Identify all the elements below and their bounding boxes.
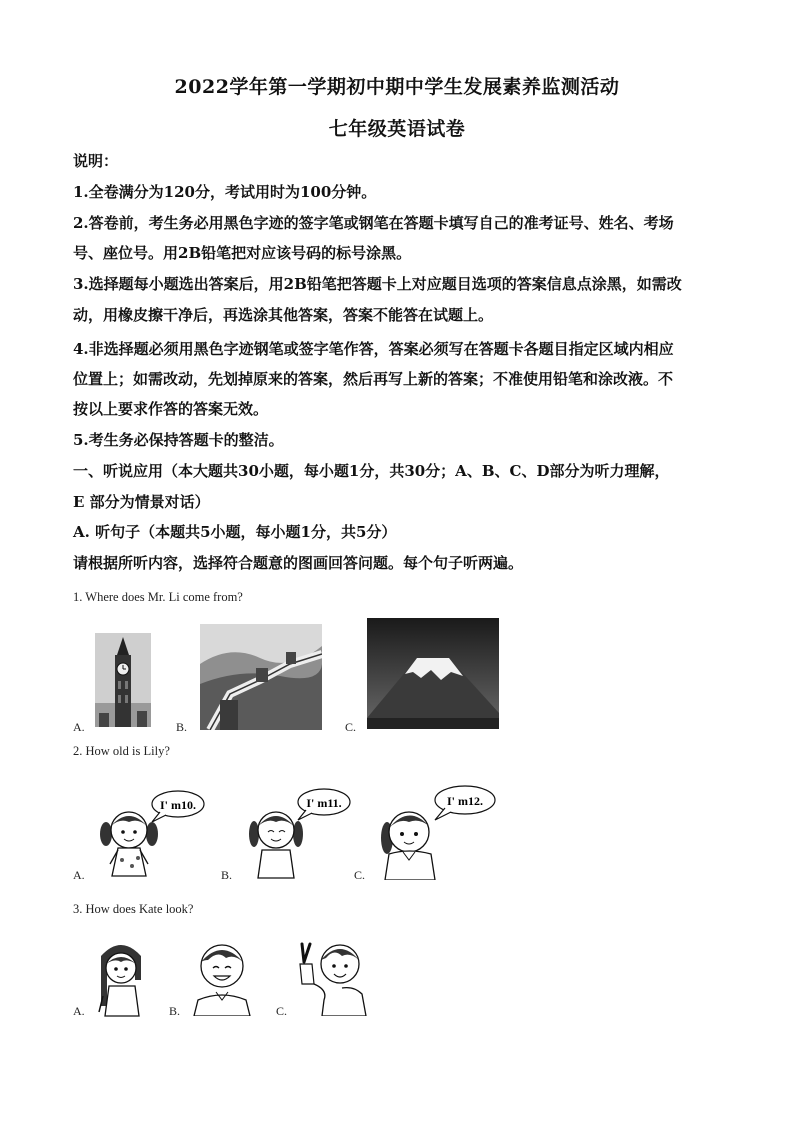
- girl-age-10-image: [98, 788, 206, 880]
- q1-option-c-label: C.: [345, 720, 357, 734]
- boy-peace-sign-image: [298, 934, 368, 1016]
- speech-bubble-text: I' m10.: [160, 798, 196, 812]
- question-3: 3. How does Kate look?: [73, 902, 194, 916]
- instruction-line: 位置上；如需改动，先划掉原来的答案，然后再写上新的答案；不准使用铅笔和涂改液。不: [73, 370, 674, 388]
- q2-option-a-label: A.: [73, 868, 85, 882]
- smiling-boy-image: [190, 934, 254, 1016]
- q1-option-a-label: A.: [73, 720, 85, 734]
- q1-option-b-label: B.: [176, 720, 188, 734]
- speech-bubble-text: I' m11.: [306, 796, 342, 810]
- question-2: 2. How old is Lily?: [73, 744, 170, 758]
- instruction-line: 4.非选择题必须用黑色字迹钢笔或签字笔作答，答案必须写在答题卡各题目指定区域内相应: [73, 340, 674, 358]
- instruction-line: 按以上要求作答的答案无效。: [73, 400, 269, 418]
- big-ben-image: [95, 633, 151, 727]
- speech-bubble-text: I' m12.: [447, 794, 483, 808]
- q2-option-b-label: B.: [221, 868, 233, 882]
- part-a-heading: A. 听句子（本题共5小题，每小题1分，共5分）: [73, 523, 397, 541]
- q2-option-c-label: C.: [354, 868, 366, 882]
- instruction-line: 1.全卷满分为120分，考试用时为100分钟。: [73, 183, 377, 201]
- section-heading: 一、听说应用（本大题共30小题，每小题1分，共30分；A、B、C、D部分为听力理解，: [73, 462, 670, 480]
- instructions-label: 说明：: [73, 152, 119, 170]
- instruction-line: 3.选择题每小题选出答案后，用2B铅笔把答题卡上对应题目选项的答案信息点涂黑，如需改: [73, 275, 682, 293]
- girl-with-braid-image: [95, 936, 147, 1018]
- exam-title: 2022学年第一学期初中期中学生发展素养监测活动: [174, 76, 620, 98]
- instruction-line: 号、座位号。用2B铅笔把对应该号码的标号涂黑。: [73, 244, 412, 262]
- girl-age-11-image: [246, 786, 352, 880]
- section-heading-cont: E 部分为情景对话）: [73, 493, 210, 511]
- girl-age-12-image: [377, 782, 501, 880]
- instruction-line: 5.考生务必保持答题卡的整洁。: [73, 431, 284, 449]
- q3-option-a-label: A.: [73, 1004, 85, 1018]
- question-1: 1. Where does Mr. Li come from?: [73, 590, 243, 604]
- exam-subtitle: 七年级英语试卷: [328, 118, 466, 140]
- great-wall-image: [200, 624, 322, 730]
- instruction-line: 动，用橡皮擦干净后，再选涂其他答案，答案不能答在试题上。: [73, 306, 494, 324]
- mount-fuji-image: [367, 618, 499, 729]
- part-a-direction: 请根据所听内容，选择符合题意的图画回答问题。每个句子听两遍。: [73, 554, 524, 572]
- instruction-line: 2.答卷前，考生务必用黑色字迹的签字笔或钢笔在答题卡填写自己的准考证号、姓名、考场: [73, 214, 674, 232]
- q3-option-b-label: B.: [169, 1004, 181, 1018]
- q3-option-c-label: C.: [276, 1004, 288, 1018]
